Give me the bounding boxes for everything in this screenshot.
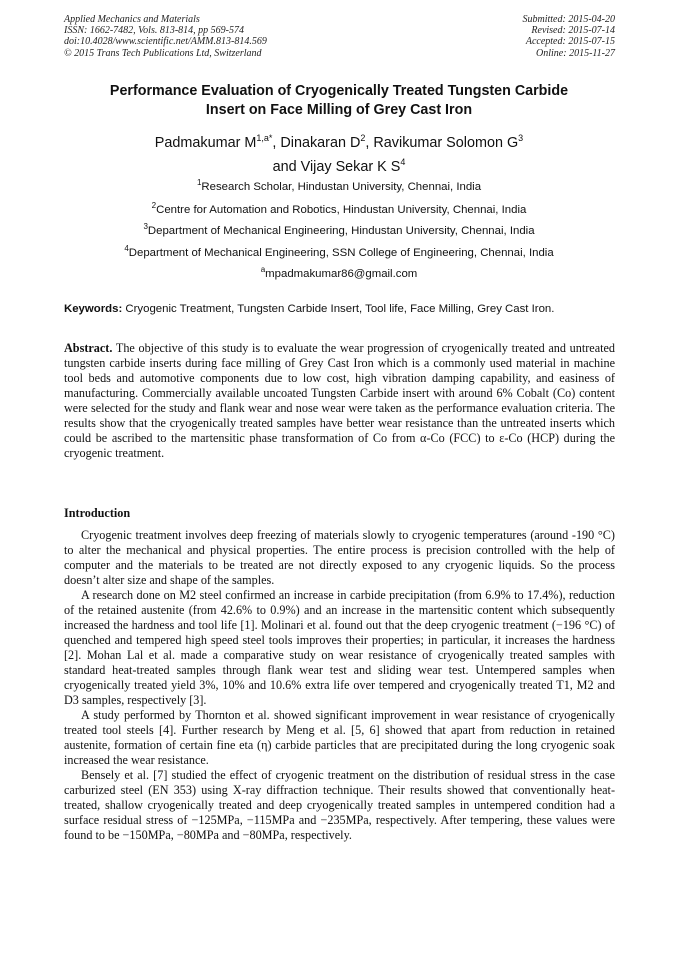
online-date: Online: 2015-11-27 xyxy=(536,47,615,59)
submitted-date: Submitted: 2015-04-20 xyxy=(522,14,615,25)
author-line-1: Padmakumar $M^{1,a*}$, Dinakaran $D^2$, Ravikumar Solomon $G^3$ xyxy=(154,133,524,151)
author-name: Vijay Sekar K S xyxy=(300,159,401,175)
issn-line: ISSN: 1662-7482, Vols. 813-814, pp 569-574 xyxy=(64,25,244,37)
abstract-text: The objective of this study is to evaluate the wear progression of cryogenically treated and untreated tungsten carbide inserts during face milling of Grey Cast Iron which is a commonly used material in machine tool beds and automotive components due to low cost, high vibration damping capability, and easiness of manufacturing. Commercially available uncoated Tungsten Carbide insert with around 6% Cobalt (Co) content were selected for the study and flank wear and nose wear were taken as the performance evaluation criteria. The results show that the cryogenically treated samples have better wear resistance than the untreated inserts which could be ascribed to the martensitic phase transformation of Co from α-Co (FCC) to ε-Co (HCP) during the cryogenic treatment. xyxy=(64,341,616,460)
author-line-2 xyxy=(64,155,614,179)
abstract-label: Abstract. xyxy=(64,341,113,355)
affiliation-2: $^2$Centre for Automation and Robotics, Hindustan University, Chennai, India xyxy=(151,201,527,216)
author-affil-marker: 2 xyxy=(360,133,366,143)
title-line-2: Insert on Face Milling of Grey Cast Iron xyxy=(205,102,473,118)
author-list xyxy=(64,131,614,179)
author-affil-marker: 3 xyxy=(518,133,524,143)
doi-line: doi:10.4028/www.scientific.net/AMM.813-814.569 xyxy=(64,36,267,48)
journal-name: Applied Mechanics and Materials xyxy=(64,14,200,25)
author-name: Dinakaran D xyxy=(280,135,361,151)
copyright-line: © 2015 Trans Tech Publications Ltd, Switzerland xyxy=(64,47,262,59)
paragraph: A study performed by Thornton et al. showed significant improvement in wear resistance of cryogenically treated tool steels [4]. Further research by Meng et al. [5, 6] showed that apart from reduction in retained austenite, formation of certain fine eta (η) carbide particles that are precipitated during the long cryogenic soak increased the wear resistance. xyxy=(64,708,615,767)
keywords-text: Cryogenic Treatment, Tungsten Carbide Insert, Tool life, Face Milling, Grey Cast Iron. xyxy=(125,303,555,315)
author-name: Padmakumar M xyxy=(154,135,257,151)
paragraph: A research done on M2 steel confirmed an increase in carbide precipitation (from 6.9% to 17.4%), reduction of the retained austenite (from 42.6% to 0.9%) and an increase in the martensitic content which subsequently increased the hardness and tool life [1]. Molinari et al. found out that the deep cryogenic treatment (−196 °C) of quenched and tempered high speed steel tools improves their properties; in particular, it increases the hardness [2]. Mohan Lal et al. made a comparative study on wear resistance of cryogenically treated samples with standard heat-treated samples through flank wear test and sliding wear test. Untempered samples when cryogenically treated yield 3%, 10% and 10.6% extra life over tempered and cryogenically treated T1, M2 and D3 samples, respectively [3]. xyxy=(64,588,615,707)
journal-info xyxy=(64,14,267,59)
author-name: Ravikumar Solomon G xyxy=(373,135,519,151)
author-connector: and xyxy=(272,159,297,175)
introduction-body xyxy=(64,528,615,843)
paper-title xyxy=(64,82,614,120)
keywords-label: Keywords: xyxy=(64,303,123,315)
author-email: $^a$mpadmakumar86@gmail.com xyxy=(260,265,418,280)
affiliation-3: $^3$Department of Mechanical Engineering, Hindustan University, Chennai, India xyxy=(143,222,535,237)
title-line-1: Performance Evaluation of Cryogenically Treated Tungsten Carbide xyxy=(109,83,569,99)
accepted-date: Accepted: 2015-07-15 xyxy=(525,36,615,48)
affiliation-1: $^1$Research Scholar, Hindustan University, Chennai, India xyxy=(196,178,482,193)
paragraph: Bensely et al. [7] studied the effect of cryogenic treatment on the distribution of residual stress in the case carburized steel (EN 353) using X-ray diffraction technique. Their results showed that conventionally heat-treated, shallow cryogenically treated and deep cryogenically treated samples in untempered condition had a surface residual stress of −125MPa, −115MPa and −235MPa, respectively. After tempering, these values were found to be −150MPa, −80MPa and −80MPa, respectively. xyxy=(64,768,615,842)
author-affil-marker: 1,a* xyxy=(256,133,273,143)
revised-date: Revised: 2015-07-14 xyxy=(531,25,615,37)
abstract xyxy=(64,341,615,461)
submission-dates xyxy=(523,14,616,59)
keywords xyxy=(64,303,624,315)
affiliation-4: $^4$Department of Mechanical Engineering, SSN College of Engineering, Chennai, India xyxy=(124,244,554,259)
section-heading-introduction: Introduction xyxy=(64,506,131,520)
author-affil-marker: 4 xyxy=(400,157,406,167)
paragraph: Cryogenic treatment involves deep freezing of materials slowly to cryogenic temperatures (around -190 °C) to alter the mechanical and physical properties. The entire process is precision controlled with the help of computer and the materials to be treated are not directly exposed to any cryogenic liquids. So the process doesn’t alter size and shape of the samples. xyxy=(64,528,615,587)
